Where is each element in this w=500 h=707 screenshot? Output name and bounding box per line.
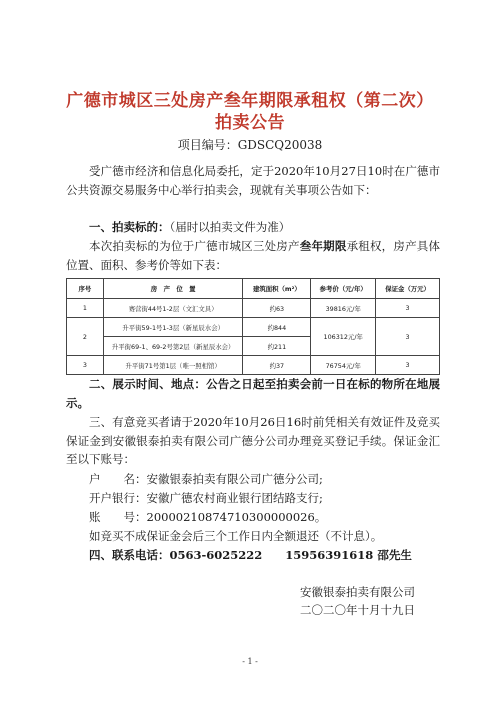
property-location: 升平街69-1、69-2号第2层（新星辰水会） xyxy=(103,337,243,356)
property-location: 升平街59-1号1-3层（新星辰水会） xyxy=(103,318,243,337)
section-2-paragraph: 二、展示时间、地点：公告之日起至拍卖会前一日在标的物所在地展示。 xyxy=(66,377,440,410)
intro-paragraph: 受广德市经济和信息化局委托，定于2020年10月27日10时在广德市公共资源交易服务中心举行拍卖会，现就有关事项公告如下： xyxy=(66,164,440,197)
account-name: 户 名：安徽银泰拍卖有限公司广德分公司; xyxy=(89,472,323,486)
account-number: 账 号：20000210874710300000026。 xyxy=(89,510,327,524)
auction-items-table xyxy=(66,278,440,375)
announcement-title-line2: 拍卖公告 xyxy=(215,113,285,133)
property-location: 赛营街44号1-2层（文汇文具） xyxy=(103,299,243,318)
section-1-text-post: 承租权，房产具体位置、面积、参考价等如下表： xyxy=(66,239,441,272)
announcement-title: 广德市城区三处房产叁年期限承租权（第二次） xyxy=(66,91,434,111)
section-1-paragraph xyxy=(66,237,440,274)
property-area: 约63 xyxy=(243,299,311,318)
section-4-contact: 四、联系电话：0563-6025222 15956391618 邵先生 xyxy=(89,548,412,562)
project-number: 项目编号：GDSCQ20038 xyxy=(177,138,323,152)
table-header-row xyxy=(67,279,440,299)
signature-company: 安徽银泰拍卖有限公司 xyxy=(300,585,415,599)
reference-price: 39816元/年 xyxy=(311,299,376,318)
section-1-heading: 一、拍卖标的： xyxy=(89,220,170,234)
property-area: 约844 xyxy=(243,318,311,337)
table-row xyxy=(67,299,440,318)
deposit-amount: 3 xyxy=(376,356,440,375)
column-header: 序号 xyxy=(67,279,104,299)
page-number: - 1 - xyxy=(242,657,258,666)
table-row xyxy=(67,356,440,375)
column-header: 保证金（万元） xyxy=(376,279,440,299)
reference-price: 76754元/年 xyxy=(311,356,376,375)
column-header: 参考价（元/年） xyxy=(311,279,376,299)
refund-note: 如竞买不成保证金会后三个工作日内全额退还（不计息）。 xyxy=(89,529,383,543)
deposit-amount: 3 xyxy=(376,299,440,318)
row-number: 2 xyxy=(67,318,104,356)
section-1-heading-line xyxy=(66,218,440,237)
column-header: 房 产 位 置 xyxy=(103,279,243,299)
column-header: 建筑面积（m²） xyxy=(243,279,311,299)
section-1-text-highlight: 叁年期限 xyxy=(299,239,347,253)
section-3-paragraph: 三、有意竞买者请于2020年10月26日16时前凭相关有效证件及竞买保证金到安徽银泰拍卖有限公司广德分公司办理竞买登记手续。保证金汇至以下账号： xyxy=(66,415,440,466)
row-number: 3 xyxy=(67,356,104,375)
account-bank: 开户银行：安徽广德农村商业银行团结路支行; xyxy=(89,491,323,505)
section-1-note: （届时以拍卖文件为准） xyxy=(169,220,291,234)
property-area: 约211 xyxy=(243,337,311,356)
property-area: 约37 xyxy=(243,356,311,375)
section-1-text-pre: 本次拍卖标的为位于广德市城区三处房产 xyxy=(89,239,300,253)
reference-price: 106312元/年 xyxy=(311,318,376,356)
property-location: 升平街71号第1层（唯一照相馆） xyxy=(103,356,243,375)
row-number: 1 xyxy=(67,299,104,318)
deposit-amount: 3 xyxy=(376,318,440,356)
table-row xyxy=(67,318,440,337)
signature-date: 二〇二〇年十月十九日 xyxy=(300,603,415,617)
